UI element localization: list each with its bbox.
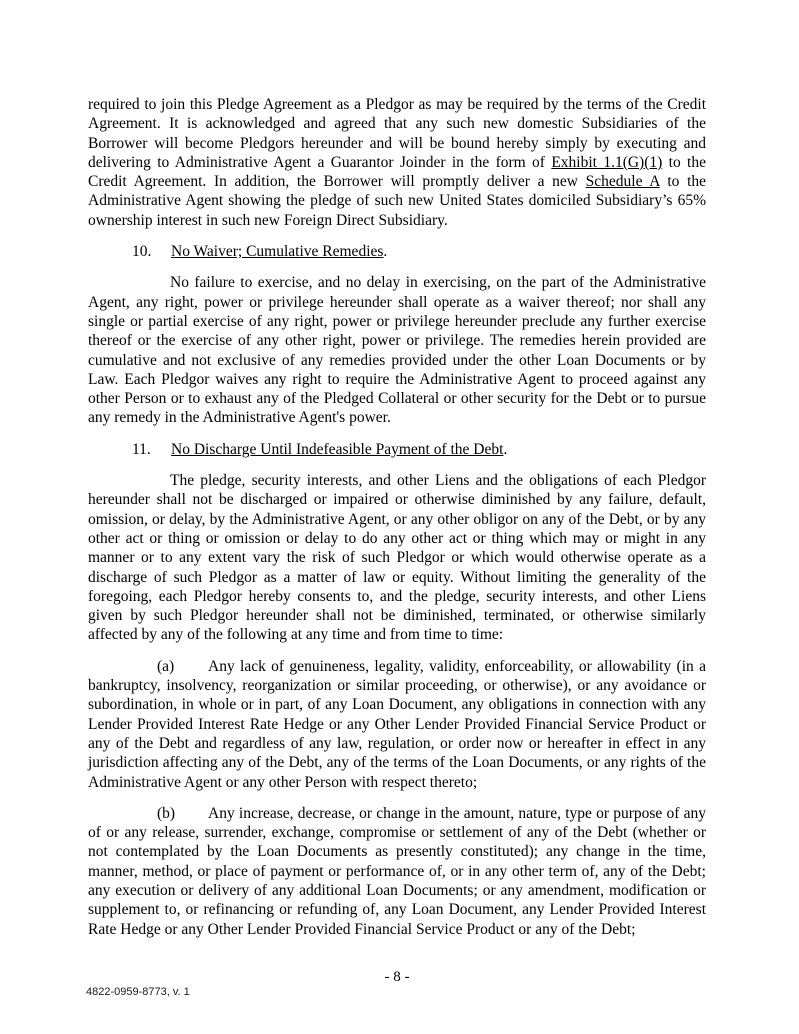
section-heading-10 (132, 242, 706, 261)
section-number: 10. (132, 243, 152, 261)
paragraph-text: to the Administrative Agent showing the pledge of such new United States domiciled Subsidiary’s 65% ownership interest in such new Foreign Direct Subsidiary. (88, 173, 707, 229)
section-title: No Discharge Until Indefeasible Payment of the Debt (171, 440, 504, 458)
exhibit-reference: Exhibit 1.1(G)(1) (551, 153, 663, 171)
section-number: 11. (132, 440, 151, 458)
document-id-stamp: 4822-0959-8773, v. 1 (86, 986, 190, 998)
paragraph-no-waiver: No failure to exercise, and no delay in exercising, on the part of the Administrative Agent, any right, power or privilege hereunder shall operate as a waiver thereof; nor shall any single or partial exercise of any right, power or privilege hereunder preclude any further exercise thereof or the exercise of any other right, power or privilege. The remedies herein provided are cumulative and not exclusive of any remedies provided under the other Loan Documents or by Law. Each Pledgor waives any right to require the Administrative Agent to proceed against any other Person or to exhaust any of the Pledged Collateral or other security for the Debt or to pursue any remedy in the Administrative Agent's power. (88, 274, 706, 427)
section-heading-11 (132, 440, 706, 459)
subparagraph-a-label: (a) (157, 657, 175, 675)
section-title-period: . (383, 243, 388, 261)
subparagraph-b (88, 804, 706, 939)
paragraph-text: to the Credit Agreement. In addition, the Borrower will promptly deliver a new (88, 153, 706, 191)
schedule-a-reference: Schedule A (585, 173, 660, 191)
section-title: No Waiver; Cumulative Remedies (171, 243, 384, 261)
subparagraph-b-text: Any increase, decrease, or change in the amount, nature, type or purpose of any of or any release, surrender, exchange, compromise or settlement of any of the Debt (whether or not contemplated by the Loan Documents as presently constituted); any change in the time, manner, method, or place of payment or performance of, or in any other term of, any of the Debt; any execution or delivery of any additional Loan Documents; or any amendment, modification or supplement to, or refinancing or refunding of, any Loan Document, any Lender Provided Interest Rate Hedge or any Other Lender Provided Financial Service Product or any of the Debt; (88, 804, 706, 938)
subparagraph-a-text: Any lack of genuineness, legality, validity, enforceability, or allowability (in a bankruptcy, insolvency, reorganization or similar proceeding, or otherwise), or any avoidance or subordination, in whole or in part, of any Loan Document, any obligations in connection with any Lender Provided Interest Rate Hedge or any Other Lender Provided Financial Service Product or any of the Debt and regardless of any law, regulation, or order now or hereafter in effect in any jurisdiction affecting any of the Debt, any of the terms of the Loan Documents, or any rights of the Administrative Agent or any other Person with respect thereto; (88, 657, 706, 791)
section-title-period: . (503, 440, 508, 458)
paragraph-new-pledgors (88, 95, 706, 230)
subparagraph-a (88, 657, 706, 792)
paragraph-text: required to join this Pledge Agreement as a Pledgor as may be required by the terms of the Credit Agreement. It is acknowledged and agreed that any such new domestic Subsidiaries of the Borrower will become Pledgors hereunder and will be bound hereby simply by executing and delivering to Administrative Agent a Guarantor Joinder in the form of (88, 96, 706, 171)
subparagraph-b-label: (b) (157, 804, 176, 822)
document-body (88, 95, 706, 951)
paragraph-no-discharge: The pledge, security interests, and other Liens and the obligations of each Pledgor hereunder shall not be discharged or impaired or otherwise diminished by any failure, default, omission, or delay, by the Administrative Agent, or any other obligor on any of the Debt, or by any other act or thing or omission or delay to do any other act or thing which may or might in any manner or to any extent vary the risk of such Pledgor or which would otherwise operate as a discharge of such Pledgor as a matter of law or equity. Without limiting the generality of the foregoing, each Pledgor hereby consents to, and the pledge, security interests, and other Liens given by such Pledgor hereunder shall not be diminished, terminated, or otherwise similarly affected by any of the following at any time and from time to time: (88, 472, 706, 644)
page-number: - 8 - (384, 969, 410, 985)
